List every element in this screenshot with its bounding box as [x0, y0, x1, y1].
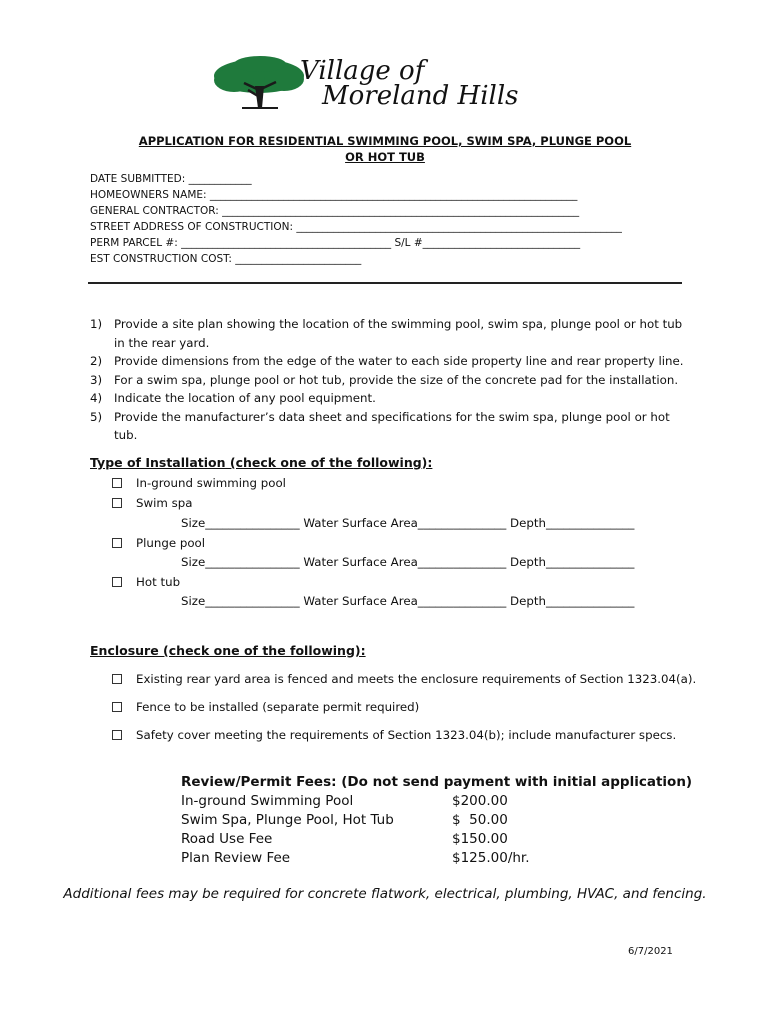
- option-hot-tub: [112, 575, 180, 589]
- option-plunge-pool: [112, 536, 205, 550]
- fee-row: [181, 830, 692, 849]
- option-label: Hot tub: [136, 575, 181, 589]
- enclosure-option-fenced: [112, 672, 696, 686]
- checkbox-existing-fence[interactable]: [112, 674, 122, 684]
- checkbox-swim-spa[interactable]: [112, 498, 122, 508]
- list-item-text: Provide the manufacturer’s data sheet and specifications for the swim spa, plunge pool or hot tub.: [114, 409, 670, 442]
- list-item: [90, 371, 690, 390]
- fee-row: [181, 811, 692, 830]
- section-divider: [88, 282, 682, 284]
- fee-row: [181, 792, 692, 811]
- option-swim-spa: [112, 496, 193, 510]
- list-item-number: 5): [90, 409, 103, 424]
- plunge-pool-dimensions-field[interactable]: Size________________ Water Surface Area_______________ Depth_______________: [181, 555, 635, 569]
- list-item-text: Provide dimensions from the edge of the water to each side property line and rear property line.: [114, 354, 684, 368]
- list-item: [90, 389, 690, 408]
- village-logo: [212, 56, 562, 114]
- enclosure-option-new-fence: [112, 700, 419, 714]
- option-label: Existing rear yard area is fenced and meets the enclosure requirements of Section 1323.04(a).: [136, 672, 697, 686]
- page-title-line-1: APPLICATION FOR RESIDENTIAL SWIMMING POOL, SWIM SPA, PLUNGE POOL: [138, 134, 632, 148]
- additional-fees-note: Additional fees may be required for concrete flatwork, electrical, plumbing, HVAC, and fencing.: [63, 886, 707, 902]
- checkbox-inground-pool[interactable]: [112, 478, 122, 488]
- checkbox-hot-tub[interactable]: [112, 577, 122, 587]
- tree-icon: [212, 56, 307, 114]
- option-label: Safety cover meeting the requirements of Section 1323.04(b); include manufacturer specs.: [136, 728, 677, 742]
- enclosure-option-safety-cover: [112, 728, 676, 742]
- option-label: Swim spa: [136, 496, 193, 510]
- list-item-number: 2): [90, 354, 103, 368]
- page-title-line-2: OR HOT TUB: [345, 150, 425, 164]
- fee-amount: $150.00: [452, 831, 508, 847]
- fee-label: In-ground Swimming Pool: [181, 793, 354, 809]
- option-inground-pool: [112, 476, 286, 490]
- est-construction-cost-field[interactable]: EST CONSTRUCTION COST: ________________________: [90, 253, 362, 265]
- checkbox-safety-cover[interactable]: [112, 730, 122, 740]
- list-item-text: For a swim spa, plunge pool or hot tub, provide the size of the concrete pad for the installation.: [114, 372, 679, 387]
- list-item-number: 1): [90, 317, 103, 331]
- requirements-list: [90, 315, 690, 445]
- fees-heading: Review/Permit Fees: (Do not send payment with initial application): [181, 774, 693, 790]
- fee-amount: $200.00: [452, 793, 508, 809]
- fees-table: [181, 773, 692, 868]
- date-submitted-field[interactable]: DATE SUBMITTED: ____________: [90, 173, 252, 185]
- swim-spa-dimensions-field[interactable]: Size________________ Water Surface Area_______________ Depth_______________: [181, 516, 635, 530]
- perm-parcel-field[interactable]: PERM PARCEL #: ________________________________________ S/L #______________________________: [90, 237, 581, 249]
- fee-label: Swim Spa, Plunge Pool, Hot Tub: [181, 812, 394, 828]
- option-label: In-ground swimming pool: [136, 476, 286, 490]
- general-contractor-field[interactable]: GENERAL CONTRACTOR: ____________________________________________________________________: [90, 205, 580, 217]
- checkbox-plunge-pool[interactable]: [112, 538, 122, 548]
- homeowners-name-field[interactable]: HOMEOWNERS NAME: ______________________________________________________________________: [90, 189, 578, 201]
- installation-heading: Type of Installation (check one of the following):: [90, 455, 433, 470]
- option-label: Fence to be installed (separate permit required): [136, 700, 420, 714]
- list-item-number: 4): [90, 391, 103, 405]
- logo-line-1: Village of: [300, 56, 425, 86]
- street-address-field[interactable]: STREET ADDRESS OF CONSTRUCTION: ______________________________________________________________: [90, 221, 622, 233]
- checkbox-new-fence[interactable]: [112, 702, 122, 712]
- list-item: [90, 315, 690, 352]
- list-item-text: Provide a site plan showing the location of the swimming pool, swim spa, plunge pool or hot tub in the rear yard.: [114, 317, 683, 350]
- option-label: Plunge pool: [136, 536, 206, 550]
- list-item-text: Indicate the location of any pool equipment.: [114, 391, 376, 405]
- fee-amount: $ 50.00: [452, 812, 508, 828]
- hot-tub-dimensions-field[interactable]: Size________________ Water Surface Area_______________ Depth_______________: [181, 594, 635, 608]
- enclosure-heading: Enclosure (check one of the following):: [90, 643, 366, 658]
- fee-amount: $125.00/hr.: [452, 850, 530, 866]
- fee-label: Road Use Fee: [181, 831, 273, 847]
- fee-row: [181, 849, 692, 868]
- list-item: [90, 352, 690, 371]
- list-item: [90, 408, 690, 445]
- logo-line-2: Moreland Hills: [322, 81, 519, 111]
- fee-label: Plan Review Fee: [181, 850, 291, 866]
- revision-date: 6/7/2021: [628, 946, 673, 957]
- list-item-number: 3): [90, 372, 103, 387]
